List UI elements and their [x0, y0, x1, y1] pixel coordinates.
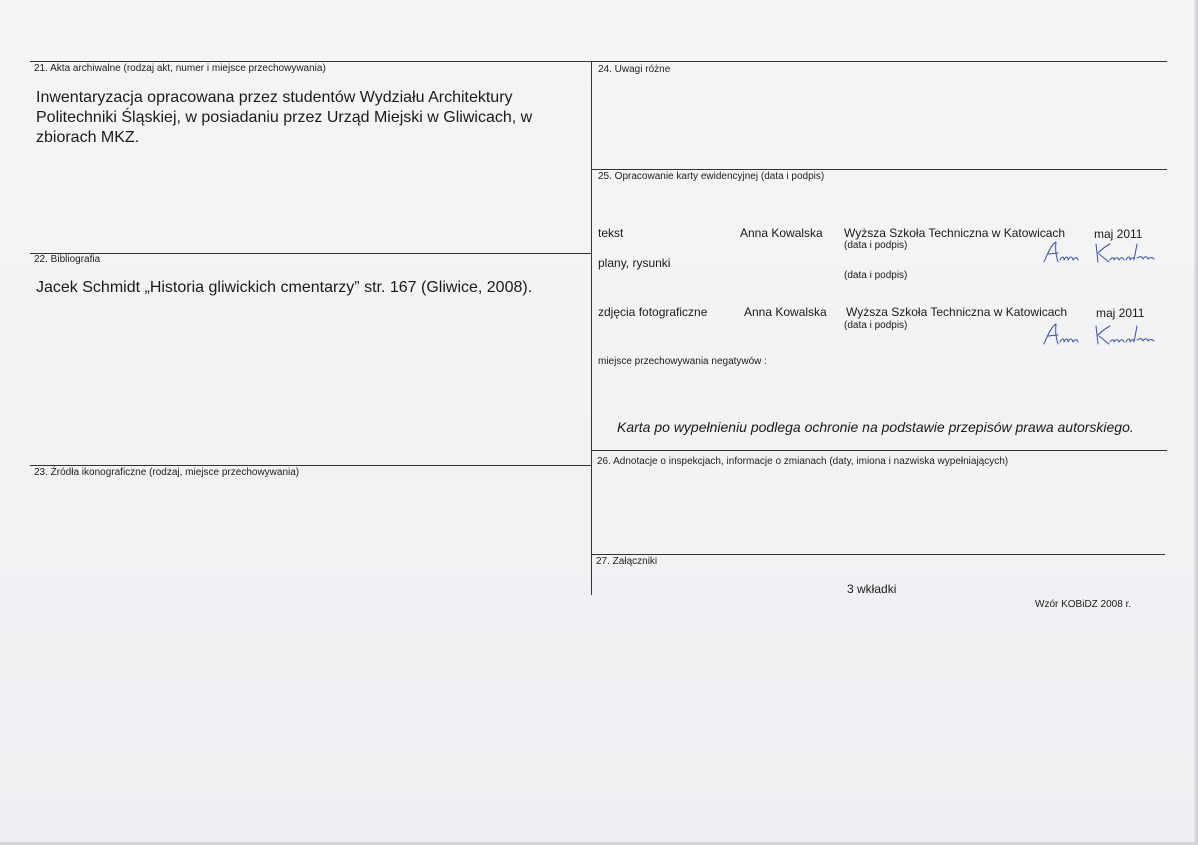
section-25-label: 25. Opracowanie karty ewidencyjnej (data i podpis) — [598, 171, 825, 182]
row-photos-institution: Wyższa Szkoła Techniczna w Katowicach — [846, 305, 1068, 319]
template-version: Wzór KOBiDZ 2008 r. — [1035, 599, 1132, 610]
row-text-date-signature-note: (data i podpis) — [844, 240, 908, 251]
row-plans-date-signature-note: (data i podpis) — [844, 270, 908, 281]
copyright-note: Karta po wypełnieniu podlega ochronie na podstawie przepisów prawa autorskiego. — [617, 419, 1134, 435]
section-22-label: 22. Bibliografia — [34, 254, 101, 265]
paper-edge-right — [1194, 0, 1198, 845]
rule-25 — [591, 169, 1167, 170]
rule-22 — [30, 253, 591, 254]
negatives-storage-label: miejsce przechowywania negatywów : — [598, 356, 767, 367]
row-photos-date-signature-note: (data i podpis) — [844, 320, 908, 331]
signature-1 — [1040, 238, 1160, 268]
section-26-label: 26. Adnotacje o inspekcjach, informacje o zmianach (daty, imiona i nazwiska wypełniających) — [597, 456, 1009, 467]
section-24-label: 24. Uwagi różne — [598, 64, 671, 75]
rule-27 — [591, 554, 1165, 555]
section-27-label: 27. Załączniki — [596, 556, 658, 567]
center-divider — [591, 61, 592, 595]
signature-2 — [1040, 320, 1160, 350]
row-text-institution: Wyższa Szkoła Techniczna w Katowicach — [844, 226, 1066, 240]
section-21-label: 21. Akta archiwalne (rodzaj akt, numer i miejsce przechowywania) — [34, 63, 326, 74]
section-23-label: 23. Źródła ikonograficzne (rodzaj, miejsce przechowywania) — [34, 467, 300, 478]
rule-26 — [591, 450, 1167, 451]
row-text-kind: tekst — [598, 226, 624, 240]
row-photos-kind: zdjęcia fotograficzne — [598, 305, 708, 319]
row-photos-author: Anna Kowalska — [744, 305, 827, 319]
bibliography-text: Jacek Schmidt „Historia gliwickich cmentarzy” str. 167 (Gliwice, 2008). — [36, 279, 533, 296]
row-text-date: maj 2011 — [1094, 227, 1143, 241]
row-photos-date: maj 2011 — [1096, 306, 1145, 320]
rule-23 — [30, 465, 591, 466]
row-plans-kind: plany, rysunki — [598, 256, 671, 270]
archival-records-text: Inwentaryzacja opracowana przez studentów Wydziału Architektury Politechniki Śląskiej, w posiadaniu przez Urząd Miejski w Gliwicach, w zbiorach MKZ. — [36, 89, 533, 146]
row-text-author: Anna Kowalska — [740, 226, 823, 240]
top-rule — [30, 61, 1167, 62]
attachments-text: 3 wkładki — [847, 582, 897, 596]
